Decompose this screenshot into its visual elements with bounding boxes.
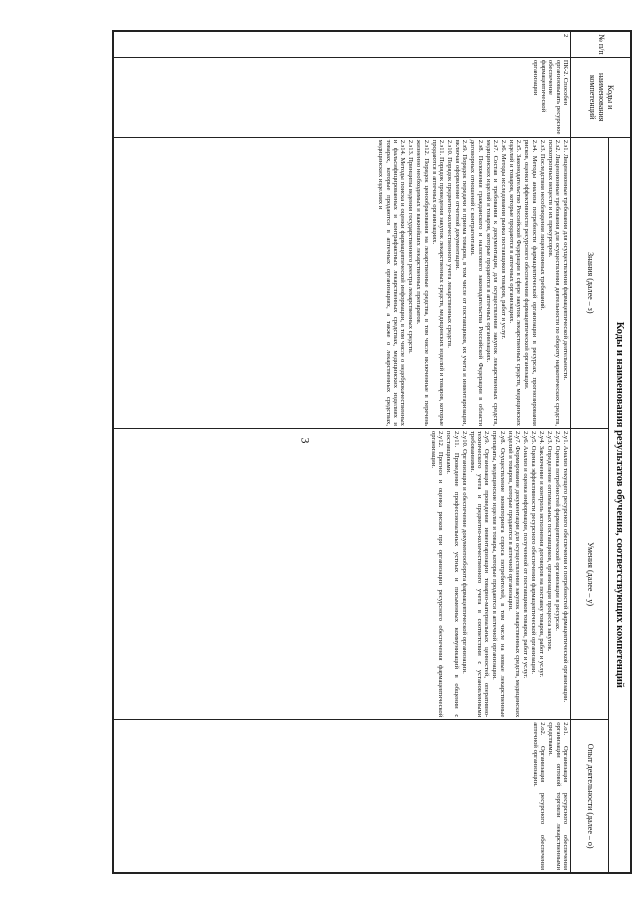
knowledge-item: 2.з11. Порядок проведения закупок лекарственных средств, медицинских изделий и товаров, которые продаются в аптечных организациях. [430, 139, 446, 426]
skill-item: 2.у1. Анализ текущего ресурсного обеспечения и потребностей фармацевтической организации. [562, 430, 569, 703]
row-skills [114, 428, 571, 719]
knowledge-item: 2.з4. Методы анализа потребности фармацевтической организации в ресурсах, прогнозирования рисков, оценки эффективности ресурсного обеспечения фармацевтической организации. [523, 139, 538, 426]
row-knowledge [114, 137, 571, 428]
knowledge-item: 2.з8. Положения гражданского и налогового законодательства Российской Федерации в области договорных отношений с контрагентами. [469, 139, 484, 426]
skill-item: 2.у4. Заключение и контроль исполнения договоров на поставку товаров, работ и услуг. [538, 430, 546, 678]
header-num: № п/п [571, 32, 631, 58]
competency-table [113, 31, 631, 873]
skill-item: 2.у9. Организация проведения инвентаризации товарно-материальных ценностей, оперативно-технического учета и предметно-количественного учета в соответствии с установленными требованиями. [468, 430, 491, 718]
knowledge-item: 2.з5. Законодательство Российской Федерации в сфере закупок лекарственных средств, медицинских изделий и товаров, которые продаются в аптечных организациях. [508, 139, 523, 426]
skill-item: 2.у12. Прогноз и оценка рисков при организации ресурсного обеспечения фармацевтической организации. [430, 430, 445, 718]
skill-item: 2.у3. Определение оптимальных поставщиков, организация процесса закупок. [546, 430, 554, 652]
knowledge-item: 2.з3. Последствия несоблюдения лицензионных требований. [538, 139, 546, 311]
row-num: 2 [114, 32, 571, 58]
header-code: Коды и наименования компетенций [571, 57, 631, 137]
knowledge-item: 2.з12. Порядок ценообразования на лекарственные средства, в том числе включенные в перечень жизненно необходимых и важнейших лекарственных препаратов. [415, 139, 430, 426]
knowledge-item: 2.з14. Методы поиска и оценки фармацевтической информации, в том числе о недоброкачественных и фальсифицированных и контрафактных лекарственных средствах, медицинских изделиях и товарах, которые продаются в аптечных организациях, а также о лекарственных средствах, медицинских изделиях и [377, 139, 407, 426]
skill-item: 2.у10. Организация и обеспечение документооборота фармацевтической организации. [460, 430, 468, 674]
knowledge-item: 2.з6. Методы исследования рынка поставщиков товаров, работ и услуг. [500, 139, 508, 340]
skill-item: 2.у6. Анализ и оценка информации, полученной от поставщиков товаров, работ и услуг. [522, 430, 530, 679]
header-experience: Опыт деятельности (далее – о) [571, 720, 609, 873]
skill-item: 2.у11. Проведение профессиональных устных и письменных коммуникаций в общении с поставщиками. [445, 430, 460, 718]
knowledge-item: 2.з1. Лицензионные требования для осуществления фармацевтической деятельности. [562, 139, 569, 381]
knowledge-item: 2.з7. Состав и требования к документации, для осуществления закупок лекарственных средств, медицинских изделий и товаров, которые продаются в аптечных организациях. [484, 139, 500, 426]
knowledge-item: 2.з13. Принципы ведения государственного реестра лекарственных средств. [407, 139, 415, 354]
header-knowledge: Знания (далее – з) [571, 137, 609, 428]
experience-item: 2.о1. Организация ресурсного обеспечения организации оптовой торговли лекарственными средствами. [547, 722, 569, 870]
skill-item: 2.у2. Оценка потребностей фармацевтической организации в ресурсах. [554, 430, 562, 631]
knowledge-item: 2.з10. Порядок предметно-количественного учета лекарственных средств. [446, 139, 454, 348]
row-experience [114, 720, 571, 873]
competency-table-sheet [112, 30, 632, 874]
skill-item: 2.у7. Формирование документации для осуществления закупок лекарственных средств, медицинских изделий и товаров, которые продаются в аптечной организации. [506, 430, 522, 718]
row-competency-code: ПК-2. Способен организовывать ресурсное обеспечение фармацевтической организации [114, 57, 571, 137]
table-row [114, 32, 571, 873]
page-number: 3 [298, 437, 313, 444]
header-skills: Умения (далее – у) [571, 428, 609, 719]
header-main: Коды и наименования результатов обучения, соответствующих компетенций [609, 137, 631, 872]
skill-item: 2.у5. Оценка эффективности ресурсного обеспечения фармацевтической организации. [530, 430, 538, 674]
skill-item: 2.у8. Осуществление мониторинга спроса потребителей, в том числе на новые лекарственные препараты, медицинские изделия и товары, которые продаются в аптечной организации. [491, 430, 506, 718]
knowledge-item: 2.з2. Лицензионные требования для осуществления деятельности по обороту наркотических средств, психотропных веществ и их прекурсоров. [546, 139, 562, 426]
experience-item: 2.о2. Организация ресурсного обеспечения аптечной организации. [531, 722, 547, 870]
knowledge-item: 2.з9. Порядок передачи и приема товаров, в том числе от поставщиков, их учета и инвентаризации, включая оформление отчетной документации. [454, 139, 469, 426]
